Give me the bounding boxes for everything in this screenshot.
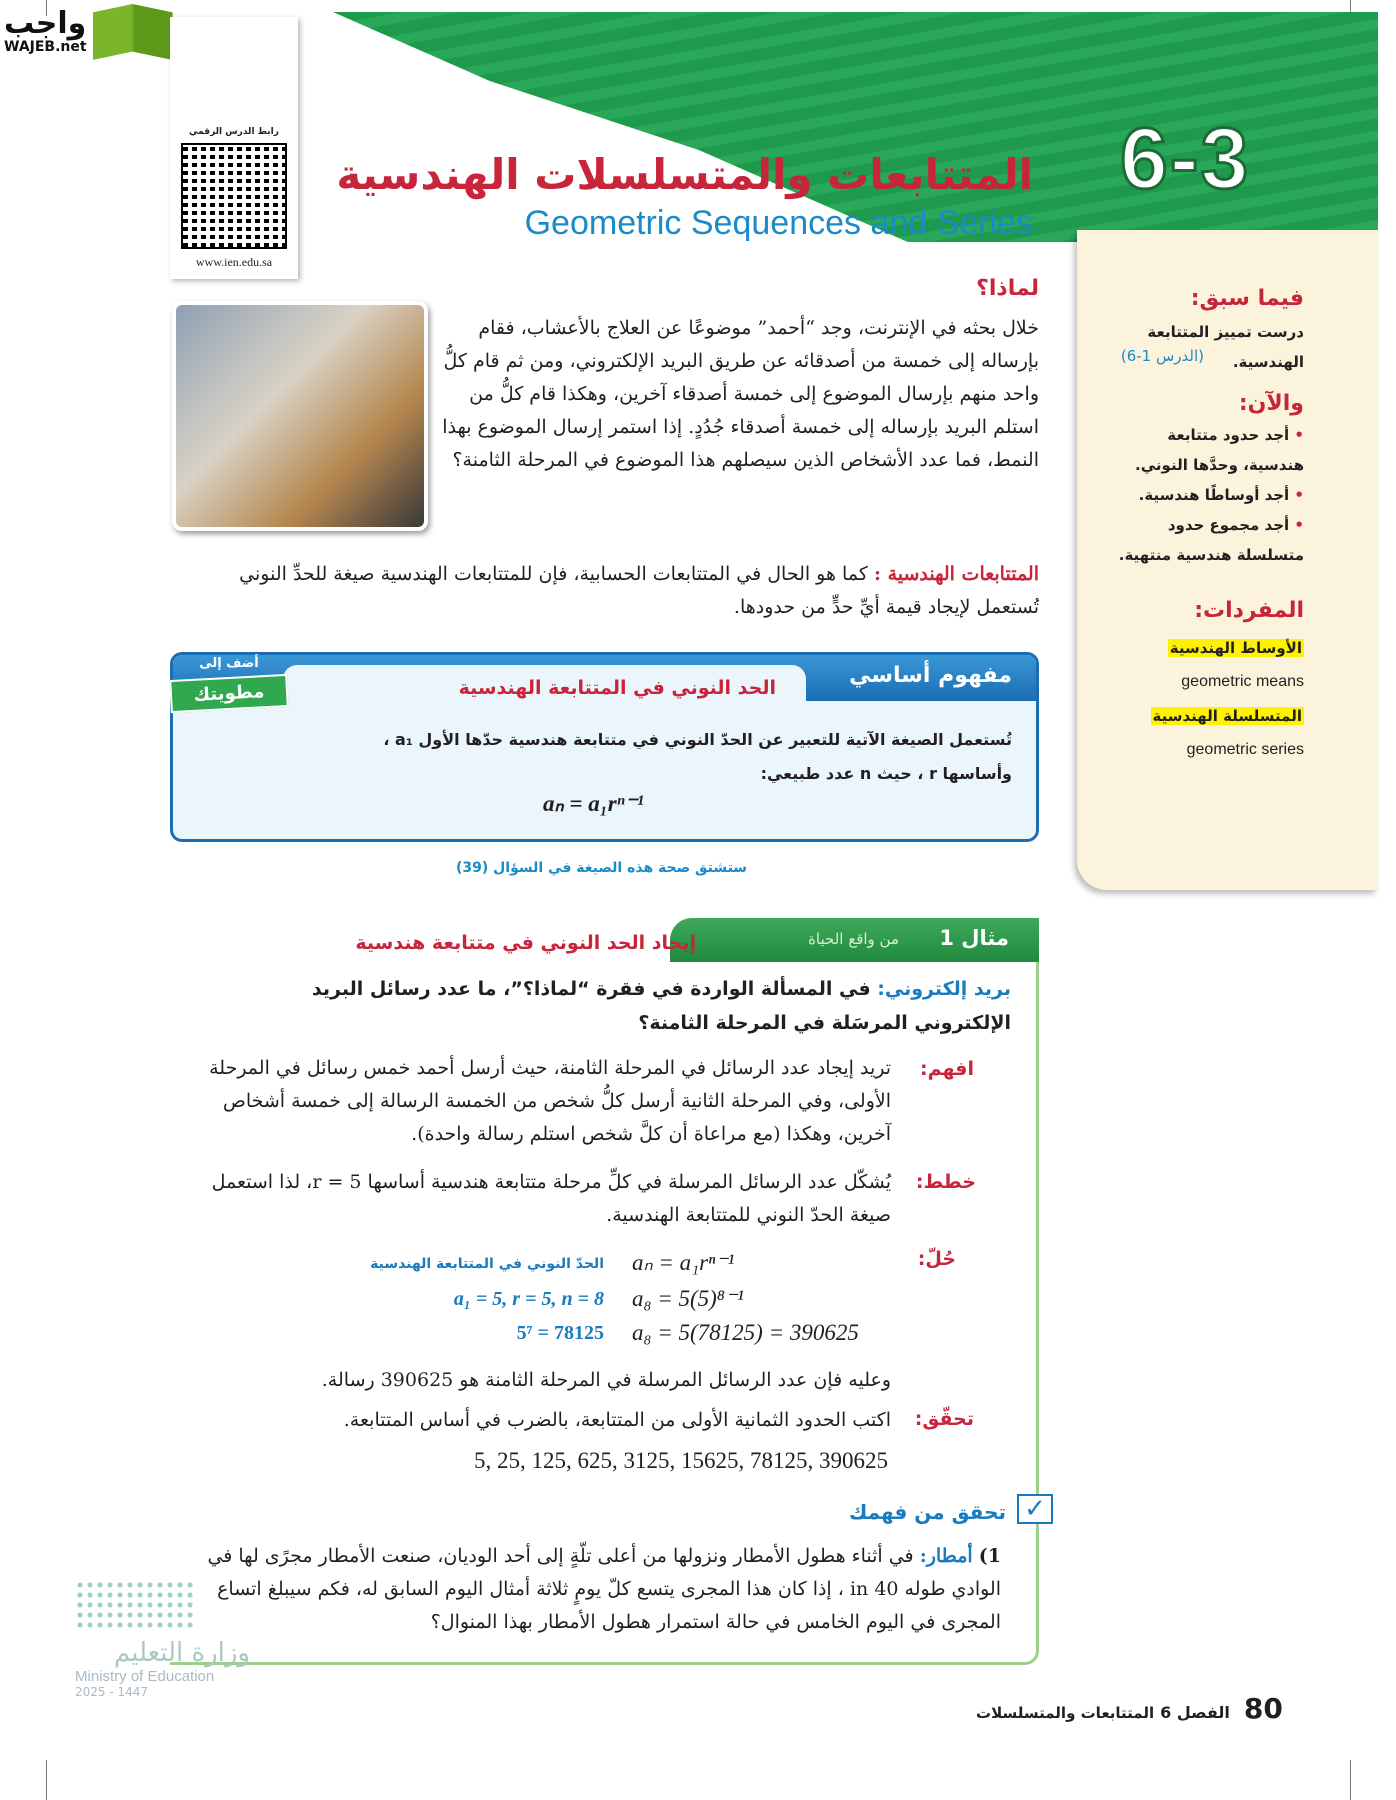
- solve-label: حُلّ:: [917, 1248, 956, 1270]
- vocab-list: [1074, 631, 1304, 767]
- now-list: [1114, 420, 1304, 570]
- geo-seq-heading: المتتابعات الهندسية :: [873, 563, 1039, 585]
- page-title-ar: المتتابعات والمتسلسلات الهندسية: [336, 150, 1033, 199]
- footer: [976, 1692, 1283, 1725]
- ministry-emblem-icon: [75, 1580, 195, 1630]
- example-header: مثال 1 من واقع الحياة: [670, 918, 1039, 962]
- check-text: اكتب الحدود الثمانية الأولى من المتتابعة، بالضرب في أساس المتتابعة.: [343, 1409, 891, 1431]
- chapter-title: المتتابعات والمتسلسلات: [976, 1704, 1155, 1722]
- sidebar-content: [1074, 286, 1304, 767]
- vocab-term-en: geometric means: [1181, 673, 1304, 690]
- plan-text: يُشكّل عدد الرسائل المرسلة في كلِّ مرحلة متتابعة هندسية أساسها r = 5، لذا استعمل صيغة الحدّ النوني للمتتابعة الهندسية.: [211, 1171, 891, 1226]
- why-heading: لماذا؟: [976, 276, 1039, 301]
- vocab-term-ar[interactable]: المتسلسلة الهندسية: [1152, 707, 1302, 725]
- qr-code-icon[interactable]: [181, 143, 287, 249]
- example-problem: بريد إلكتروني: في المسألة الواردة في فقرة “لماذا؟”، ما عدد رسائل البريد الإلكتروني المرسَلة في المرحلة الثامنة؟: [311, 978, 1011, 1034]
- vocab-term-en: geometric series: [1186, 741, 1304, 758]
- understand-text: تريد إيجاد عدد الرسائل في المرحلة الثامنة، حيث أرسل أحمد خمس رسائل في المرحلة الأولى، وفي المرحلة الثانية أرسل كلُّ شخص من الخمسة الرسالة إلى خمسة أشخاص آخرين، وهكذا (مع مراعاة أن كلَّ شخص استلم رسالة واحدة).: [209, 1057, 891, 1145]
- qr-label: رابط الدرس الرقمي: [189, 127, 279, 137]
- concept-title: الحد النوني في المتتابعة الهندسية: [458, 677, 776, 699]
- now-item: • أجد مجموع حدود متسلسلة هندسية منتهية.: [1118, 516, 1304, 564]
- student-computer-photo: [172, 301, 428, 531]
- key-concept-box: [170, 652, 1039, 842]
- step-note: 5⁷ = 78125: [516, 1322, 604, 1344]
- sequence: 5, 25, 125, 625, 3125, 15625, 78125, 390625: [474, 1448, 888, 1473]
- now-heading: والآن:: [1238, 391, 1304, 416]
- step-math: a₈ = 5(78125) = 390625: [632, 1320, 859, 1345]
- check-label: تحقّق:: [914, 1408, 974, 1430]
- before-text: درست تمييز المتتابعة الهندسية.: [1147, 323, 1304, 371]
- qr-url[interactable]: www.ien.edu.sa: [195, 255, 273, 269]
- vocab-term-ar[interactable]: الأوساط الهندسية: [1169, 639, 1302, 657]
- understand-label: افهم:: [920, 1058, 974, 1080]
- concept-body: تُستعمل الصيغة الآتية للتعبير عن الحدّ النوني في متتابعة هندسية حدّها الأول a₁ ، وأساسها r ، حيث n عدد طبيعي:: [383, 730, 1012, 783]
- step-note: الحدّ النوني في المتتابعة الهندسية: [370, 1256, 604, 1272]
- before-ref[interactable]: (الدرس 1-6): [1120, 347, 1204, 365]
- exercise-1: 1) أمطار: في أثناء هطول الأمطار ونزولها من أعلى تلّةٍ إلى أحد الوديان، صنعت الأمطار مجرًى لها في الوادي طوله 40 in ، إذا كان هذا المجرى يتسع كلّ يومٍ ثلاثة أمثال اليوم السابق له، فكم سيبلغ اتساع المجرى في اليوم الخامس في حالة استمرار هطول الأمطار بهذا المنوال؟: [207, 1545, 1001, 1633]
- lesson-number: 6-3: [1120, 111, 1251, 207]
- logo-ar: واجب: [4, 6, 87, 41]
- conclusion-text: وعليه فإن عدد الرسائل المرسلة في المرحلة الثامنة هو 390625 رسالة.: [321, 1369, 891, 1391]
- step-note: a₁ = 5, r = 5, n = 8: [453, 1288, 604, 1310]
- chapter-label: الفصل 6: [1160, 1703, 1230, 1722]
- example-title: إيجاد الحد النوني في متتابعة هندسية: [355, 932, 696, 954]
- before-heading: فيما سبق:: [1190, 286, 1304, 311]
- book-icon: [93, 4, 173, 60]
- step-math: aₙ = a₁rⁿ⁻¹: [632, 1250, 735, 1275]
- page-title-en: Geometric Sequences and Series: [524, 204, 1033, 242]
- concept-formula: aₙ = a₁rⁿ⁻¹: [543, 791, 644, 816]
- logo-en: WAJEB.net: [4, 39, 87, 55]
- plan-label: خطط:: [915, 1171, 976, 1193]
- foldable-badge[interactable]: أضف إلى مطويتك: [170, 652, 288, 710]
- checkmark-icon: ✓: [1017, 1494, 1053, 1524]
- why-text: خلال بحثه في الإنترنت، وجد “أحمد” موضوعًا عن العلاج بالأعشاب، فقام بإرساله إلى خمسة من أصدقائه عن طريق البريد الإلكتروني، ومن ثم قام كلُّ واحد منهم بإرسال الموضوع إلى خمسة أصدقاء آخرين، وهكذا قام كلُّ من استلم البريد بإرساله إلى خمسة أصدقاء جُدُدٍ. إذا استمر إرسال الموضوع بهذا النمط، فما عدد الأشخاص الذين سيصلهم هذا الموضوع في المرحلة الثامنة؟: [442, 317, 1039, 471]
- page-number: 80: [1243, 1692, 1283, 1725]
- now-item: • أجد حدود متتابعة هندسية، وحدَّها النوني.: [1135, 426, 1304, 474]
- concept-note[interactable]: ستشتق صحة هذه الصيغة في السؤال (39): [456, 860, 748, 876]
- check-understanding-heading: تحقق من فهمك: [849, 1500, 1006, 1524]
- geo-seq-text: كما هو الحال في المتتابعات الحسابية، فإن للمتتابعات الهندسية صيغة للحدِّ النوني تُستعمل لإيجاد قيمة أيِّ حدٍّ من حدودها.: [239, 563, 1039, 618]
- vocab-heading: المفردات:: [1194, 598, 1304, 623]
- now-item: • أجد أوساطًا هندسية.: [1138, 486, 1304, 504]
- wajeb-logo[interactable]: [4, 4, 173, 60]
- ministry-logo: وزارة التعليم Ministry of Education 2025 - 1447: [75, 1580, 250, 1699]
- concept-tag: مفهوم أساسي: [849, 663, 1012, 688]
- step-math: a₈ = 5(5)⁸⁻¹: [632, 1286, 744, 1311]
- geo-seq-paragraph: [184, 558, 1039, 624]
- qr-panel[interactable]: [170, 17, 298, 279]
